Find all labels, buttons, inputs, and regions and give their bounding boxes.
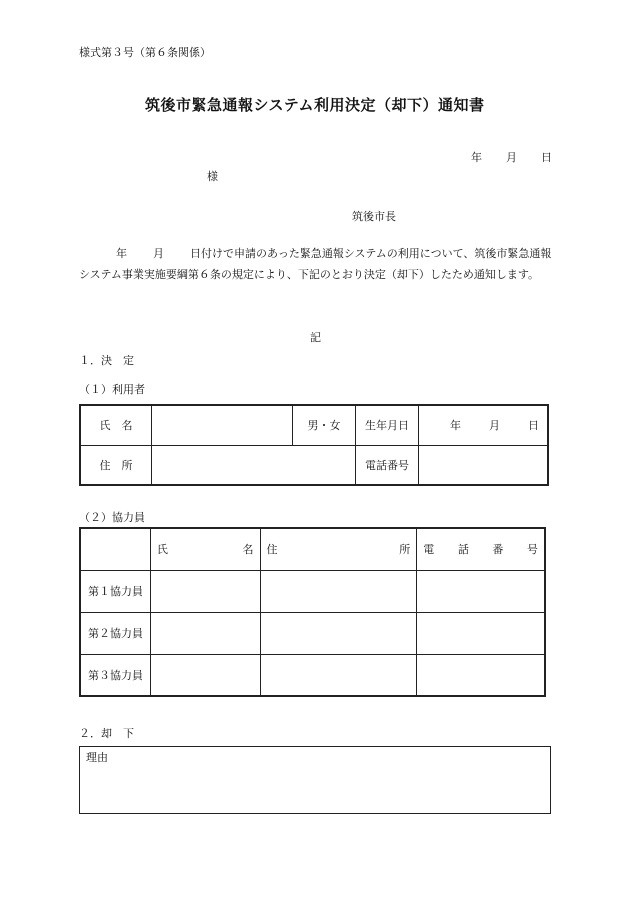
col-name-header: 氏 名 bbox=[150, 528, 260, 570]
table-row bbox=[80, 654, 545, 696]
name-label: 氏 名 bbox=[80, 405, 152, 445]
intro-text: 日付けで申請のあった緊急通報システムの利用について、筑後市緊急通報システム事業実施要綱第６条の規定により、下記のとおり決定（却下）したため通知します。 bbox=[79, 247, 552, 281]
cooperators-heading: （２）協力員 bbox=[79, 511, 145, 524]
date-month: 月 bbox=[506, 151, 517, 164]
coop3-name[interactable] bbox=[150, 654, 260, 696]
table-row bbox=[80, 612, 545, 654]
gender-cell[interactable]: 男・女 bbox=[293, 405, 356, 445]
reason-box[interactable] bbox=[79, 746, 551, 814]
table-row bbox=[80, 570, 545, 612]
coop1-name[interactable] bbox=[150, 570, 260, 612]
dob-month: 月 bbox=[489, 419, 500, 433]
dob-day: 日 bbox=[528, 419, 539, 433]
coop3-address[interactable] bbox=[260, 654, 417, 696]
name-value[interactable] bbox=[152, 405, 293, 445]
intro-month: 月 bbox=[153, 247, 164, 260]
phone-value[interactable] bbox=[419, 445, 549, 485]
body-paragraph bbox=[79, 243, 553, 285]
date-day: 日 bbox=[541, 151, 552, 164]
issuer: 筑後市長 bbox=[352, 210, 396, 223]
coop2-name[interactable] bbox=[150, 612, 260, 654]
col-address-header: 住 所 bbox=[260, 528, 417, 570]
section1-heading: １．決 定 bbox=[79, 354, 134, 367]
coop3-phone[interactable] bbox=[417, 654, 545, 696]
dob-label: 生年月日 bbox=[356, 405, 419, 445]
dob-value[interactable] bbox=[419, 405, 549, 445]
coop2-phone[interactable] bbox=[417, 612, 545, 654]
form-number: 様式第３号（第６条関係） bbox=[79, 46, 211, 59]
section2-heading: ２．却 下 bbox=[79, 727, 134, 740]
row-label-3: 第３協力員 bbox=[80, 654, 150, 696]
user-table bbox=[79, 404, 549, 486]
recipient-suffix: 様 bbox=[207, 170, 218, 183]
coop1-address[interactable] bbox=[260, 570, 417, 612]
row-label-1: 第１協力員 bbox=[80, 570, 150, 612]
address-value[interactable] bbox=[152, 445, 356, 485]
user-heading: （１）利用者 bbox=[79, 383, 145, 396]
date-year: 年 bbox=[471, 151, 482, 164]
address-label: 住 所 bbox=[80, 445, 152, 485]
cooperators-table bbox=[79, 527, 546, 697]
document-title: 筑後市緊急通報システム利用決定（却下）通知書 bbox=[145, 96, 485, 114]
phone-label: 電話番号 bbox=[356, 445, 419, 485]
intro-year: 年 bbox=[116, 247, 127, 260]
dob-year: 年 bbox=[450, 419, 461, 433]
ki-label: 記 bbox=[310, 331, 321, 344]
row-label-2: 第２協力員 bbox=[80, 612, 150, 654]
coop2-address[interactable] bbox=[260, 612, 417, 654]
col-phone-header: 電 話 番 号 bbox=[417, 528, 545, 570]
coop1-phone[interactable] bbox=[417, 570, 545, 612]
reason-label: 理由 bbox=[86, 751, 108, 764]
corner-cell bbox=[80, 528, 150, 570]
